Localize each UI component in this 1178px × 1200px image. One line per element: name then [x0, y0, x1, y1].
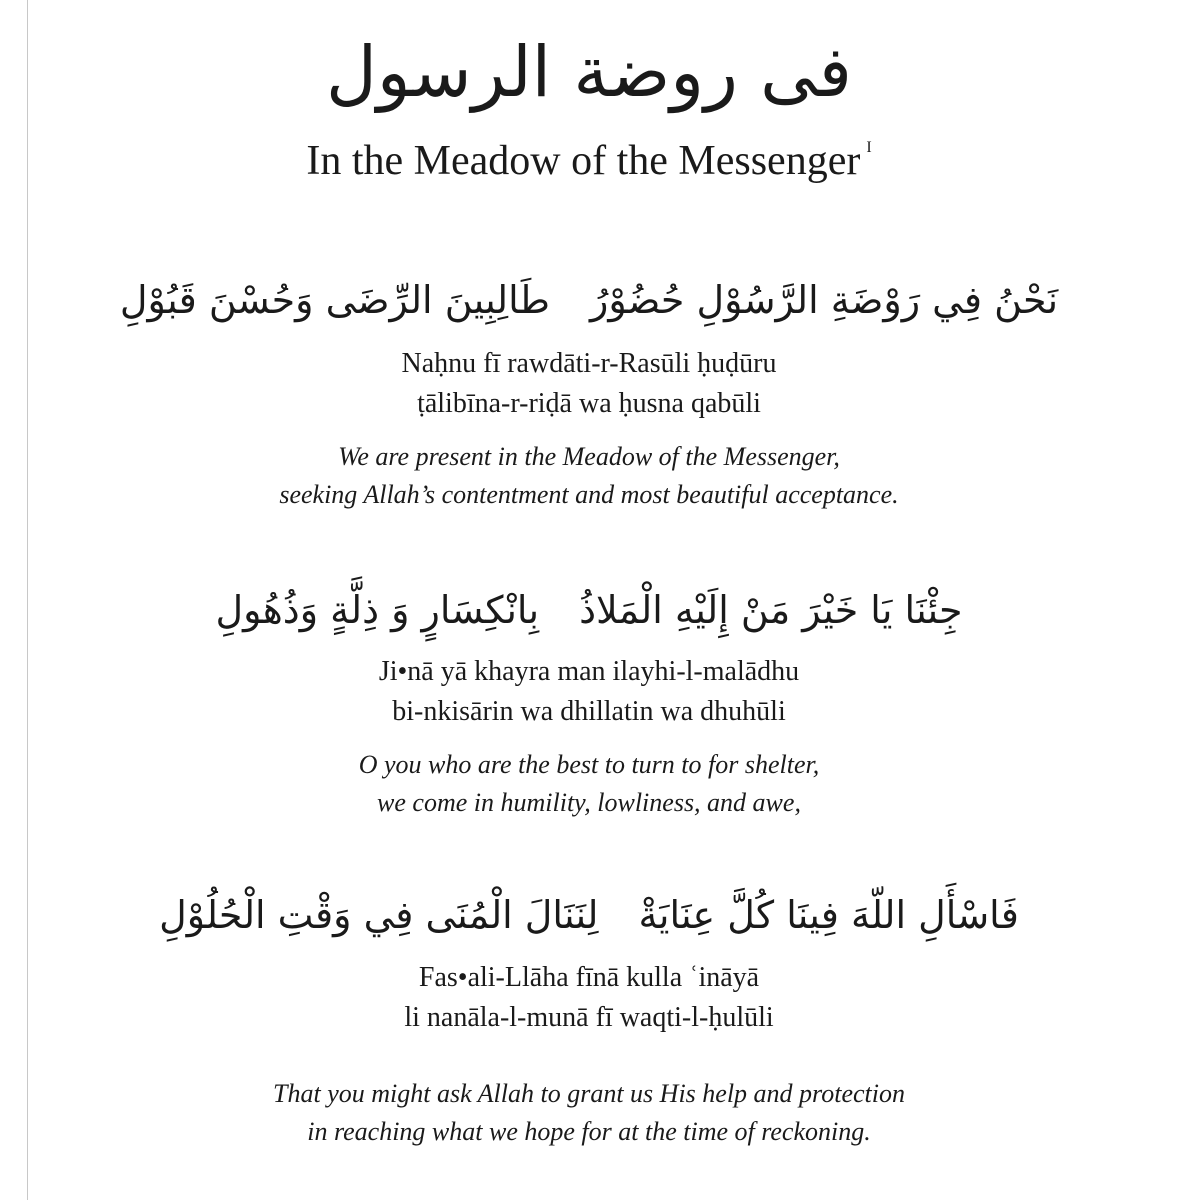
verse-1-translation-line-1: We are present in the Meadow of the Messenger, [338, 442, 840, 471]
verse-2-arabic [0, 575, 1178, 645]
verse-3-arabic-first-hemistich: فَاسْأَلِ اللّهَ فِينَا كُلَّ عِنَايَةْ [638, 893, 1019, 937]
verse-2-translation-line-2: we come in humility, lowliness, and awe, [377, 788, 801, 817]
footnote-marker: I [866, 139, 872, 156]
verse-2-translit-line-2: bi-nkisārin wa dhillatin wa dhuhūli [392, 696, 786, 727]
verse-1-arabic-second-hemistich: طَالِبِينَ الرِّضَى وَحُسْنَ قَبُوْلِ [119, 278, 550, 322]
verse-2-translit-line-1: Ji•nā yā khayra man ilayhi-l-malādhu [378, 656, 800, 687]
verse-1-translation [0, 438, 1178, 514]
verse-3-translation-line-2: in reaching what we hope for at the time of reckoning. [307, 1117, 871, 1146]
verse-3-arabic [0, 880, 1178, 950]
english-title-text: In the Meadow of the Messenger [306, 138, 861, 184]
verse-1-translation-line-2: seeking Allah’s contentment and most beautiful acceptance. [279, 480, 899, 509]
verse-1-translit-line-1: Naḥnu fī rawdāti-r-Rasūli ḥuḍūru [401, 348, 777, 379]
verse-3-translit-line-1: Fas•ali-Llāha fīnā kulla ʿināyā [418, 962, 760, 993]
english-title [0, 118, 1178, 191]
arabic-title: فى روضة الرسول [326, 31, 852, 113]
verse-2-translation [0, 746, 1178, 822]
verse-3-translit-line-2: li nanāla-l-munā fī waqti-l-ḥulūli [404, 1002, 774, 1033]
verse-1-arabic [0, 265, 1178, 335]
verse-1-translit-line-2: ṭālibīna-r-riḍā wa ḥusna qabūli [417, 388, 761, 419]
verse-3-translation [0, 1075, 1178, 1151]
verse-3-transliteration [0, 958, 1178, 1038]
verse-2-arabic-second-hemistich: بِانْكِسَارٍ وَ ذِلَّةٍ وَذُهُولِ [215, 588, 540, 632]
verse-1-transliteration [0, 344, 1178, 424]
verse-3-arabic-second-hemistich: لِنَنَالَ الْمُنَى فِي وَقْتِ الْحُلُوْلِ [159, 893, 599, 937]
verse-2-arabic-first-hemistich: جِئْنَا يَا خَيْرَ مَنْ إِلَيْهِ الْمَلاذُ [579, 588, 963, 632]
verse-1-arabic-first-hemistich: نَحْنُ فِي رَوْضَةِ الرَّسُوْلِ حُضُوْرُ [589, 278, 1059, 322]
verse-2-translation-line-1: O you who are the best to turn to for shelter, [358, 750, 820, 779]
verse-3-translation-line-1: That you might ask Allah to grant us His help and protection [273, 1079, 905, 1108]
verse-2-transliteration [0, 652, 1178, 732]
